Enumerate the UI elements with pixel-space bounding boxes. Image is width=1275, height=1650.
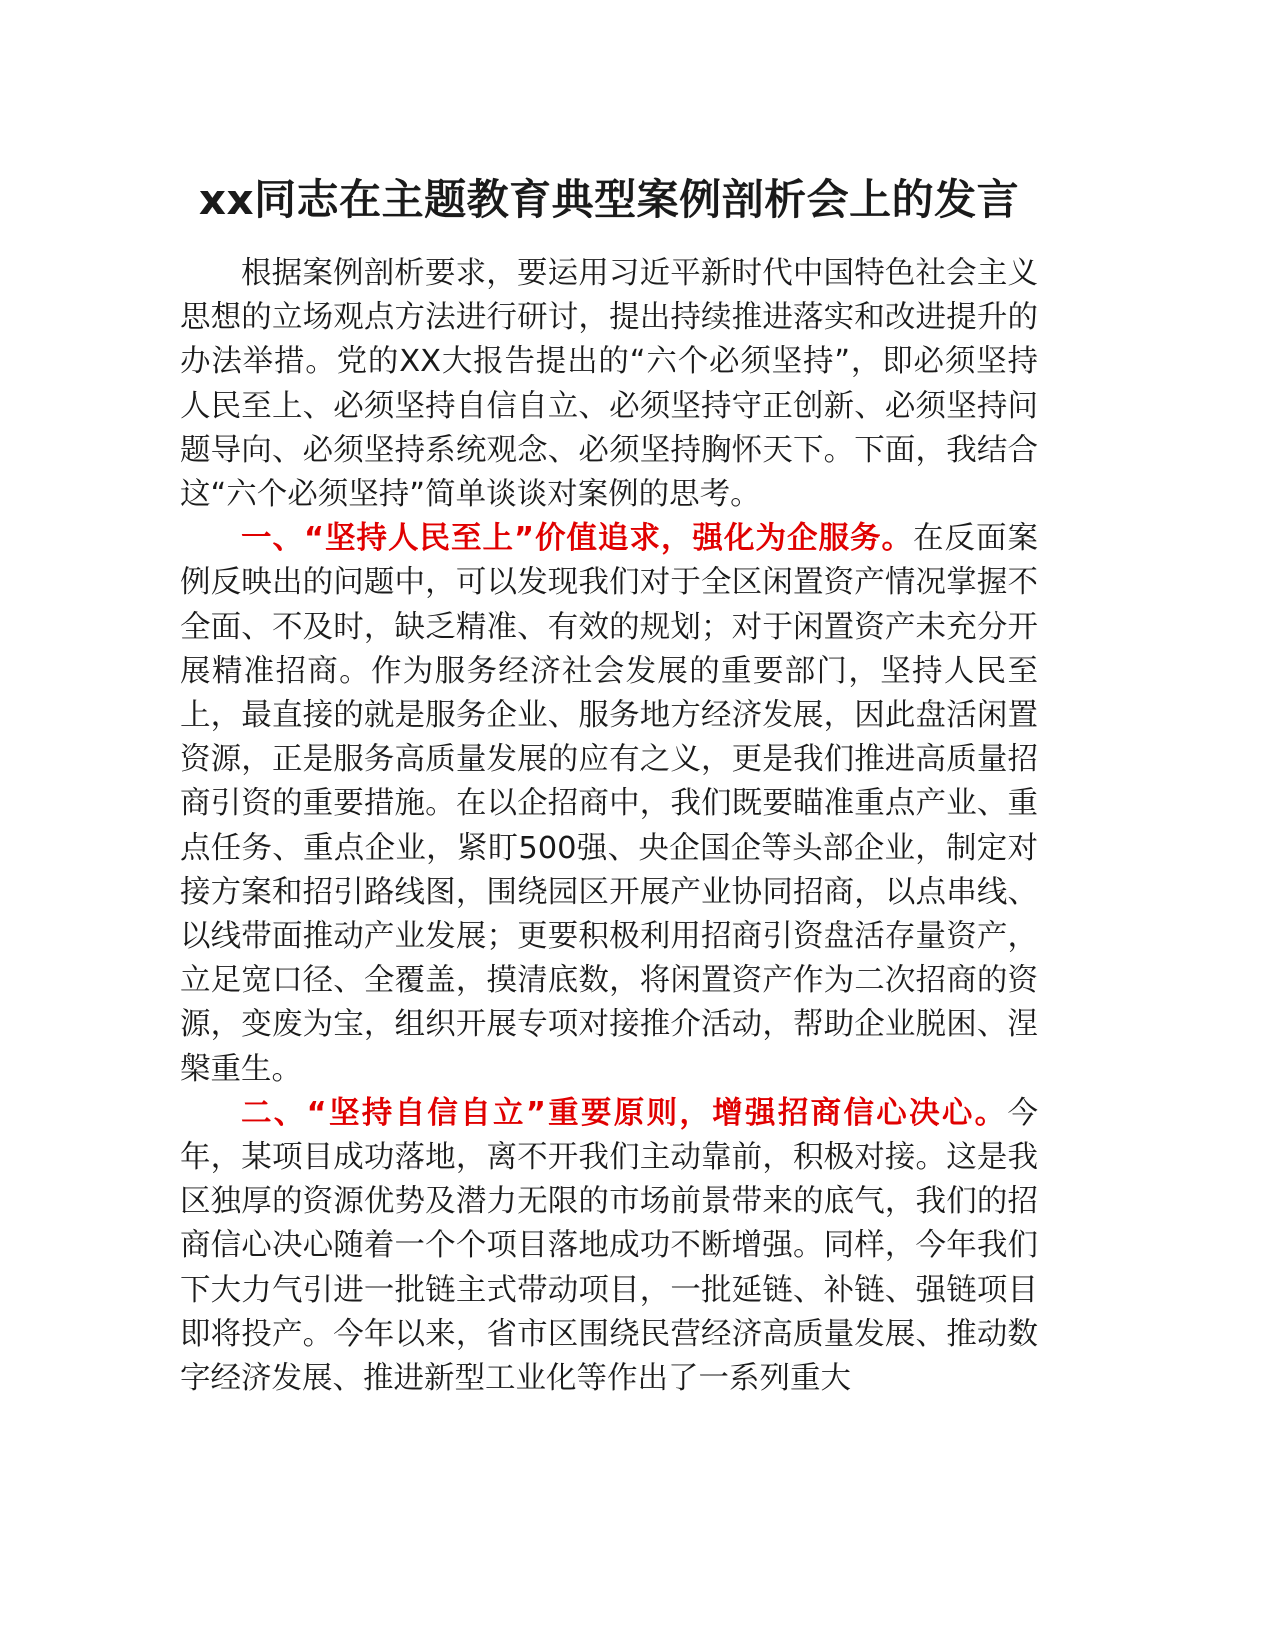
section-2-body: 今年，某项目成功落地，离不开我们主动靠前，积极对接。这是我区独厚的资源优势及潜力无限的市场前景带来的底气，我们的招商信心决心随着一个个项目落地成功不断增强。同样，今年我们下大力气引进一批链主式带动项目，一批延链、补链、强链项目即将投产。今年以来，省市区围绕民营经济高质量发展、推动数字经济发展、推进新型工业化等作出了一系列重大 (180, 1095, 1038, 1397)
section-2-paragraph (180, 1092, 1038, 1401)
section-1-paragraph (180, 517, 1038, 1092)
intro-paragraph: 根据案例剖析要求，要运用习近平新时代中国特色社会主义思想的立场观点方法进行研讨，提出持续推进落实和改进提升的办法举措。党的XX大报告提出的“六个必须坚持”，即必须坚持人民至上、必须坚持自信自立、必须坚持守正创新、必须坚持问题导向、必须坚持系统观念、必须坚持胸怀天下。下面，我结合这“六个必须坚持”简单谈谈对案例的思考。 (180, 256, 1038, 513)
document-page (180, 170, 1038, 1401)
section-2-heading: 二、“坚持自信自立”重要原则，增强招商信心决心。 (241, 1095, 1008, 1131)
section-1-heading: 一、“坚持人民至上”价值追求，强化为企服务。 (241, 521, 914, 557)
document-title: xx同志在主题教育典型案例剖析会上的发言 (198, 175, 1020, 224)
section-1-body: 在反面案例反映出的问题中，可以发现我们对于全区闲置资产情况掌握不全面、不及时，缺乏精准、有效的规划；对于闲置资产未充分开展精准招商。作为服务经济社会发展的重要部门，坚持人民至上，最直接的就是服务企业、服务地方经济发展，因此盘活闲置资源，正是服务高质量发展的应有之义，更是我们推进高质量招商引资的重要措施。在以企招商中，我们既要瞄准重点产业、重点任务、重点企业，紧盯500强、央企国企等头部企业，制定对接方案和招引路线图，围绕园区开展产业协同招商，以点串线、以线带面推动产业发展；更要积极利用招商引资盘活存量资产，立足宽口径、全覆盖，摸清底数，将闲置资产作为二次招商的资源，变废为宝，组织开展专项对接推介活动，帮助企业脱困、涅槃重生。 (180, 521, 1039, 1087)
